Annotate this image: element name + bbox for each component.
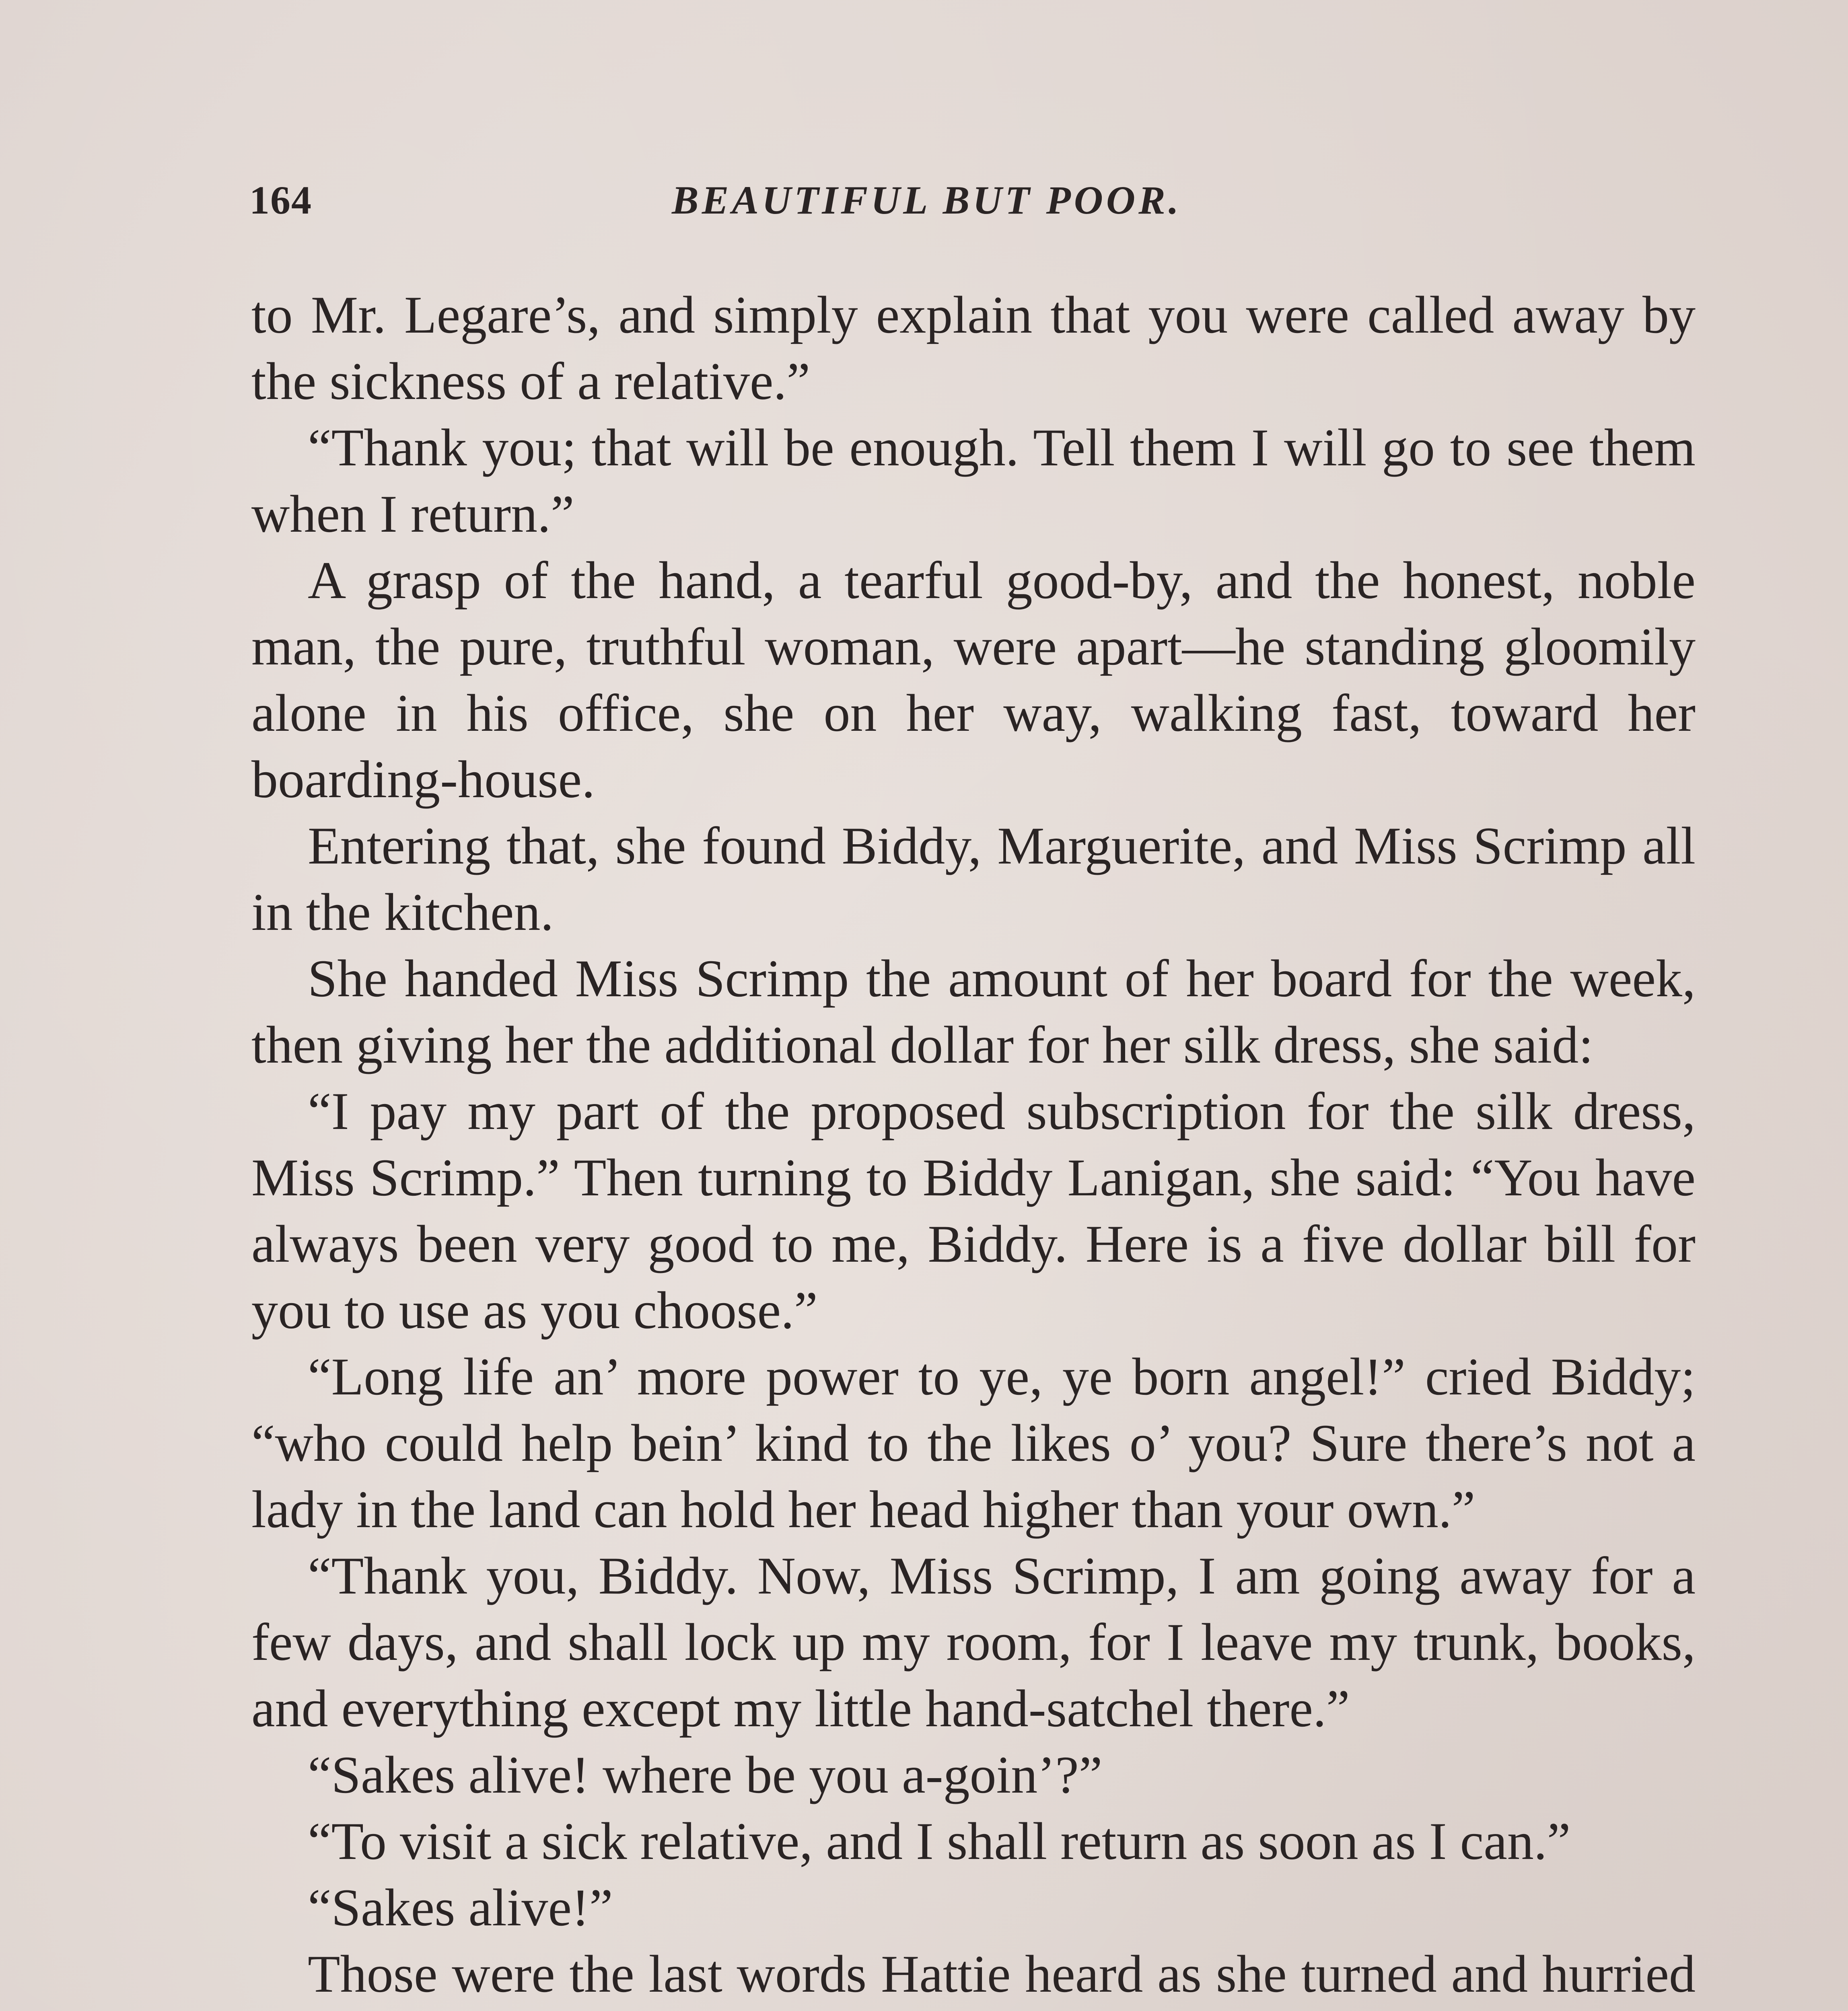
- paragraph: to Mr. Legare’s, and simply explain that you were called away by the sickness of a relative.”: [251, 285, 1696, 411]
- paragraph: She handed Miss Scrimp the amount of her board for the week, then giving her the additional dollar for her silk dress, she said:: [251, 949, 1696, 1074]
- paragraph: “I pay my part of the proposed subscription for the silk dress, Miss Scrimp.” Then turning to Biddy Lanigan, she said: “You have always been very good to me, Biddy. Here is a five dollar bill for you to use as you choose.”: [251, 1082, 1696, 1340]
- paragraph: “To visit a sick relative, and I shall return as soon as I can.”: [308, 1812, 1571, 1871]
- paragraph: “Sakes alive! where be you a-goin’?”: [308, 1745, 1103, 1804]
- page-header: [249, 177, 1698, 237]
- page-number: 164: [249, 178, 312, 222]
- paragraph: “Thank you; that will be enough. Tell them I will go to see them when I return.”: [251, 418, 1696, 543]
- running-head: BEAUTIFUL BUT POOR.: [672, 178, 1182, 222]
- paragraph: A grasp of the hand, a tearful good-by, and the honest, noble man, the pure, truthful woman, were apart—he standing gloomily alone in his office, she on her way, walking fast, toward her boarding-house.: [251, 551, 1696, 809]
- paragraph: “Thank you, Biddy. Now, Miss Scrimp, I am going away for a few days, and shall lock up my room, for I leave my trunk, books, and everything except my little hand-satchel there.”: [251, 1546, 1696, 1738]
- paragraph: Entering that, she found Biddy, Marguerite, and Miss Scrimp all in the kitchen.: [251, 816, 1696, 942]
- paragraph: “Sakes alive!”: [308, 1878, 613, 1937]
- body-text: [251, 282, 1696, 2011]
- paragraph: “Long life an’ more power to ye, ye born angel!” cried Biddy; “who could help bein’ kind to the likes o’ you? Sure there’s not a lady in the land can hold her head higher than your own.”: [251, 1347, 1696, 1539]
- paragraph: Those were the last words Hattie heard as she turned and hurried: [308, 1944, 1696, 2003]
